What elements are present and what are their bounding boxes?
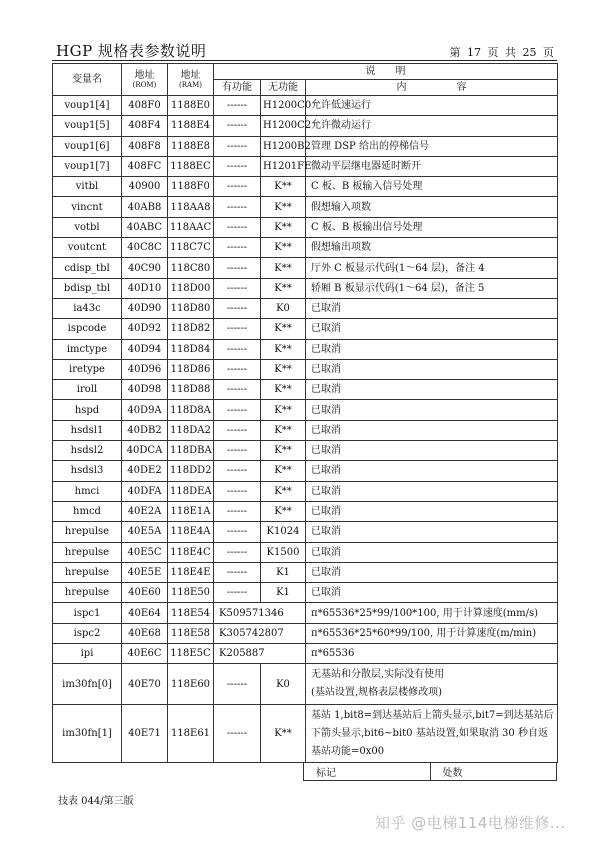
table-row (53, 522, 558, 542)
no-function-value: K** (261, 319, 306, 339)
variable-name: voutcnt (53, 238, 122, 258)
ram-address: 118D84 (168, 339, 214, 359)
has-function-value: ------ (214, 380, 261, 400)
col-header-ram: 地址 (RAM) (168, 64, 214, 96)
description: 已取消 (306, 319, 558, 339)
table-row (53, 197, 558, 217)
rom-address: 408F0 (122, 96, 168, 116)
header-rule (52, 60, 557, 61)
form-number: 技表 044/第三版 (58, 796, 134, 807)
table-row (53, 501, 558, 521)
no-function-value: K** (261, 197, 306, 217)
rom-address: 40E71 (122, 705, 168, 763)
variable-name: ispc2 (53, 623, 122, 643)
ram-address: 118E1A (168, 501, 214, 521)
watermark: 知乎 @电梯114电梯维修... (375, 814, 566, 832)
description (306, 664, 558, 705)
table-row (53, 217, 558, 237)
mark-label: 标记 (304, 763, 431, 781)
table-row (53, 441, 558, 461)
table-row (53, 319, 558, 339)
ram-address: 1188F0 (168, 177, 214, 197)
table-row (53, 420, 558, 440)
description: 假想输入项数 (306, 197, 558, 217)
table-row (53, 136, 558, 156)
ram-address: 118D88 (168, 380, 214, 400)
ram-address: 118C7C (168, 238, 214, 258)
variable-name: voup1[5] (53, 116, 122, 136)
no-function-value: K1 (261, 562, 306, 582)
rom-address: 40E64 (122, 603, 168, 623)
table-row (53, 177, 558, 197)
ram-address: 118D00 (168, 278, 214, 298)
rom-address: 40E6C (122, 644, 168, 664)
has-function-value: ------ (214, 197, 261, 217)
col-header-rom: 地址 (ROM) (122, 64, 168, 96)
variable-name: vincnt (53, 197, 122, 217)
table-row (53, 339, 558, 359)
ram-address: 118E58 (168, 623, 214, 643)
rom-address: 40E5E (122, 562, 168, 582)
col-header-no-func: 无功能 (261, 80, 306, 96)
rom-address: 40E68 (122, 623, 168, 643)
no-function-value: K** (261, 238, 306, 258)
description: 已取消 (306, 298, 558, 318)
ram-address: 118AA8 (168, 197, 214, 217)
table-row (53, 238, 558, 258)
no-function-value: K** (261, 441, 306, 461)
table-row (53, 623, 558, 643)
has-function-value: ------ (214, 238, 261, 258)
description-line: 无基站和分散层,实际没有使用 (311, 669, 445, 681)
table-row (53, 258, 558, 278)
rom-address: 408F4 (122, 116, 168, 136)
page-number: 第 17 页 共 25 页 (449, 46, 554, 59)
variable-name: imctype (53, 339, 122, 359)
description: 允许低速运行 (306, 96, 558, 116)
rom-address: 40E2A (122, 501, 168, 521)
description: π*65536*25*60*99/100, 用于计算速度(m/min) (306, 623, 558, 643)
description: π*65536*25*99/100*100, 用于计算速度(mm/s) (306, 603, 558, 623)
col-header-content: 内 容 (306, 80, 558, 96)
no-function-value: K** (261, 359, 306, 379)
has-function-value: ------ (214, 562, 261, 582)
rom-address: 40D92 (122, 319, 168, 339)
rom-address: 40E5A (122, 522, 168, 542)
no-function-value: K** (261, 339, 306, 359)
no-function-value: K** (261, 400, 306, 420)
variable-name: ia43c (53, 298, 122, 318)
no-function-value: K** (261, 481, 306, 501)
ram-address: 1188E4 (168, 116, 214, 136)
has-function-value: ------ (214, 705, 261, 763)
document-title: HGP 规格表参数说明 (56, 42, 207, 60)
table-row (53, 644, 558, 664)
description: 已取消 (306, 339, 558, 359)
table-row (53, 298, 558, 318)
rom-address: 40DB2 (122, 420, 168, 440)
variable-name: voup1[6] (53, 136, 122, 156)
ram-address: 118E4E (168, 562, 214, 582)
no-function-value: K** (261, 420, 306, 440)
ram-address: 118DD2 (168, 461, 214, 481)
ram-address: 1188E8 (168, 136, 214, 156)
has-function-value: ------ (214, 339, 261, 359)
ram-address: 118C80 (168, 258, 214, 278)
rom-address: 40C90 (122, 258, 168, 278)
has-function-value: ------ (214, 481, 261, 501)
table-row (53, 278, 558, 298)
no-function-value: K0 (261, 664, 306, 705)
table-row (53, 380, 558, 400)
table-row (53, 156, 558, 176)
has-function-value: ------ (214, 501, 261, 521)
variable-name: votbl (53, 217, 122, 237)
ram-address: 118AAC (168, 217, 214, 237)
ram-address: 118D82 (168, 319, 214, 339)
ram-address: 118E5C (168, 644, 214, 664)
ram-address: 118D8A (168, 400, 214, 420)
has-function-value: ------ (214, 319, 261, 339)
variable-name: im30fn[1] (53, 705, 122, 763)
has-function-value: ------ (214, 420, 261, 440)
rom-address: 40E5C (122, 542, 168, 562)
no-function-value: K** (261, 705, 306, 763)
description: 已取消 (306, 481, 558, 501)
description: 已取消 (306, 359, 558, 379)
rom-address: 40D94 (122, 339, 168, 359)
has-function-value: ------ (214, 258, 261, 278)
no-function-value: K0 (261, 298, 306, 318)
variable-name: im30fn[0] (53, 664, 122, 705)
variable-name: cdisp_tbl (53, 258, 122, 278)
description: 已取消 (306, 380, 558, 400)
variable-name: iretype (53, 359, 122, 379)
table-header-row-1 (53, 64, 558, 80)
description: 微动平层继电器延时断开 (306, 156, 558, 176)
description: 已取消 (306, 542, 558, 562)
rom-address: 40DE2 (122, 461, 168, 481)
rom-address: 40D90 (122, 298, 168, 318)
has-function-value: ------ (214, 298, 261, 318)
no-function-value: H1200B2 (261, 136, 306, 156)
table-row (53, 562, 558, 582)
variable-name: hrepulse (53, 562, 122, 582)
no-function-value: K1500 (261, 542, 306, 562)
variable-name: hspd (53, 400, 122, 420)
has-function-value: ------ (214, 136, 261, 156)
variable-name: voup1[7] (53, 156, 122, 176)
description: 已取消 (306, 562, 558, 582)
rom-address: 40D9A (122, 400, 168, 420)
col-header-desc-group: 说 明 (214, 64, 558, 80)
no-function-value: K** (261, 461, 306, 481)
ram-address: 118E4C (168, 542, 214, 562)
table-row (53, 481, 558, 501)
description: 假想输出项数 (306, 238, 558, 258)
description: 允许微动运行 (306, 116, 558, 136)
description: π*65536 (306, 644, 558, 664)
rom-address: 40D10 (122, 278, 168, 298)
ram-address: 118E4A (168, 522, 214, 542)
has-function-value: ------ (214, 542, 261, 562)
no-function-value: K** (261, 278, 306, 298)
no-function-value: H1200C0 (261, 96, 306, 116)
table-row (53, 664, 558, 705)
variable-name: hsdsl3 (53, 461, 122, 481)
ram-address: 118DBA (168, 441, 214, 461)
description: 已取消 (306, 522, 558, 542)
table-row (53, 116, 558, 136)
variable-name: hsdsl1 (53, 420, 122, 440)
no-function-value: H1200C2 (261, 116, 306, 136)
description: 已取消 (306, 420, 558, 440)
table-row (53, 705, 558, 763)
rom-address: 408FC (122, 156, 168, 176)
rom-address: 408F8 (122, 136, 168, 156)
variable-name: voup1[4] (53, 96, 122, 116)
table-row (53, 461, 558, 481)
description: 厅外 C 板显示代码(1～64 层)，备注 4 (306, 258, 558, 278)
variable-name: hsdsl2 (53, 441, 122, 461)
has-function-value: ------ (214, 461, 261, 481)
table-row (53, 583, 558, 603)
revision-table (303, 762, 557, 781)
description: 已取消 (306, 461, 558, 481)
ram-address: 118E50 (168, 583, 214, 603)
variable-name: ispcode (53, 319, 122, 339)
rom-address: 40ABC (122, 217, 168, 237)
has-function-value: ------ (214, 177, 261, 197)
has-function-value: ------ (214, 441, 261, 461)
no-function-value: H1201FE (261, 156, 306, 176)
no-function-value: K** (261, 380, 306, 400)
has-function-value: ------ (214, 522, 261, 542)
description: C 板、B 板输入信号处理 (306, 177, 558, 197)
no-function-value: K** (261, 217, 306, 237)
description-line: (基站设置,规格表层楼修改项) (311, 687, 442, 699)
has-function-value: ------ (214, 96, 261, 116)
variable-name: hmcd (53, 501, 122, 521)
no-function-value: K1024 (261, 522, 306, 542)
table-row (53, 96, 558, 116)
description: 基站 1,bit8=到达基站后上箭头显示,bit7=到达基站后下箭头显示,bit6~bit0 基站设置,如果取消 30 秒自返基站功能=0x00 (306, 705, 558, 763)
ram-address: 118E54 (168, 603, 214, 623)
has-function-value: ------ (214, 664, 261, 705)
rom-address: 40E60 (122, 583, 168, 603)
constant-value: K509571346 (214, 603, 306, 623)
variable-name: hrepulse (53, 583, 122, 603)
table-row (53, 542, 558, 562)
has-function-value: ------ (214, 583, 261, 603)
description: 已取消 (306, 441, 558, 461)
no-function-value: K** (261, 258, 306, 278)
no-function-value: K1 (261, 583, 306, 603)
rom-address: 40C8C (122, 238, 168, 258)
variable-name: hrepulse (53, 542, 122, 562)
has-function-value: ------ (214, 116, 261, 136)
col-header-has-func: 有功能 (214, 80, 261, 96)
ram-address: 118E60 (168, 664, 214, 705)
description: 已取消 (306, 583, 558, 603)
description: 已取消 (306, 400, 558, 420)
rom-address: 40D96 (122, 359, 168, 379)
rom-address: 40DFA (122, 481, 168, 501)
table-row (53, 359, 558, 379)
has-function-value: ------ (214, 156, 261, 176)
ram-address: 1188EC (168, 156, 214, 176)
ram-address: 118D86 (168, 359, 214, 379)
count-label: 处数 (430, 763, 557, 781)
has-function-value: ------ (214, 278, 261, 298)
ram-address: 118DA2 (168, 420, 214, 440)
no-function-value: K** (261, 177, 306, 197)
has-function-value: ------ (214, 359, 261, 379)
description: 轿厢 B 板显示代码(1～64 层)，备注 5 (306, 278, 558, 298)
has-function-value: ------ (214, 400, 261, 420)
ram-address: 118DEA (168, 481, 214, 501)
variable-name: vitbl (53, 177, 122, 197)
ram-address: 118E61 (168, 705, 214, 763)
rom-address: 40DCA (122, 441, 168, 461)
col-header-name: 变量名 (53, 64, 122, 96)
variable-name: ipi (53, 644, 122, 664)
constant-value: K205887 (214, 644, 306, 664)
rom-address: 40E70 (122, 664, 168, 705)
rom-address: 40D98 (122, 380, 168, 400)
has-function-value: ------ (214, 217, 261, 237)
parameter-table (52, 63, 558, 763)
description: 已取消 (306, 501, 558, 521)
table-row (53, 400, 558, 420)
variable-name: iroll (53, 380, 122, 400)
ram-address: 1188E0 (168, 96, 214, 116)
variable-name: bdisp_tbl (53, 278, 122, 298)
constant-value: K305742807 (214, 623, 306, 643)
rom-address: 40AB8 (122, 197, 168, 217)
description: C 板、B 板输出信号处理 (306, 217, 558, 237)
table-row (53, 603, 558, 623)
description: 管理 DSP 给出的停梯信号 (306, 136, 558, 156)
ram-address: 118D80 (168, 298, 214, 318)
variable-name: ispc1 (53, 603, 122, 623)
no-function-value: K** (261, 501, 306, 521)
variable-name: hmci (53, 481, 122, 501)
variable-name: hrepulse (53, 522, 122, 542)
rom-address: 40900 (122, 177, 168, 197)
